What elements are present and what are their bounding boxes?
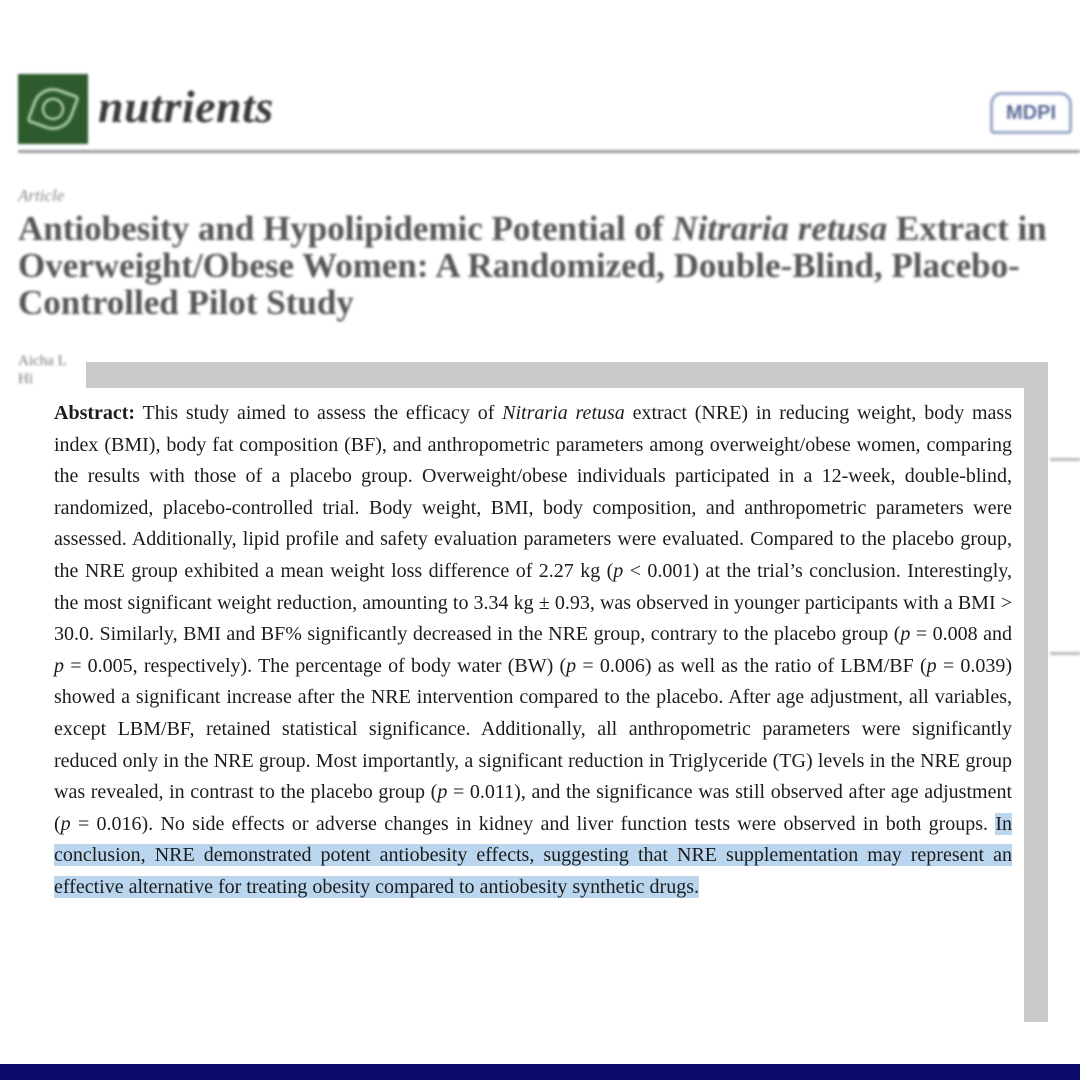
ghost-text-mark	[1050, 458, 1080, 461]
abstract-card	[42, 388, 1024, 1028]
highlighted-conclusion: In conclusion, NRE demonstrated potent antiobesity effects, suggesting that NRE supplementation may represent an effective alternative for treating obesity compared to antiobesity synthetic drugs.	[54, 812, 1012, 898]
abstract-text: Abstract: This study aimed to assess the efficacy of Nitraria retusa extract (NRE) in reducing weight, body mass index (BMI), body fat composition (BF), and anthropometric parameters among overweight/obese women, comparing the results with those of a placebo group. Overweight/obese individuals participated in a 12-week, double-blind, randomized, placebo-controlled trial. Body weight, BMI, body composition, and anthropometric parameters were assessed. Additionally, lipid profile and safety evaluation parameters were evaluated. Compared to the placebo group, the NRE group exhibited a mean weight loss difference of 2.27 kg (p < 0.001) at the trial’s conclusion. Interestingly, the most significant weight reduction, amounting to 3.34 kg ± 0.93, was observed in younger participants with a BMI > 30.0. Similarly, BMI and BF% significantly decreased in the NRE group, contrary to the placebo group (p = 0.008 and p = 0.005, respectively). The percentage of body water (BW) (p = 0.006) as well as the ratio of LBM/BF (p = 0.039) showed a significant increase after the NRE intervention compared to the placebo. After age adjustment, all variables, except LBM/BF, retained statistical significance. Additionally, all anthropometric parameters were significantly reduced only in the NRE group. Most importantly, a significant reduction in Triglyceride (TG) levels in the NRE group was revealed, in contrast to the placebo group (p = 0.011), and the significance was still observed after age adjustment (p = 0.016). No side effects or adverse changes in kidney and liver function tests were observed in both groups. In conclusion, NRE demonstrated potent antiobesity effects, suggesting that NRE supplementation may represent an effective alternative for treating obesity compared to antiobesity synthetic drugs.	[54, 402, 1013, 898]
abstract-label: Abstract:	[54, 402, 136, 424]
article-type-label: Article	[18, 186, 65, 205]
header-rule	[18, 150, 1080, 153]
authors-line: Aicha L Hi	[18, 353, 67, 387]
journal-name: nutrients	[98, 81, 274, 132]
paper-title: Antiobesity and Hypolipidemic Potential of Nitraria retusa Extract in Overweight/Obese Women: A Randomized, Double-Blind, Placebo-Controlled Pilot Study	[18, 209, 1047, 322]
publisher-logo: MDPI	[990, 92, 1072, 134]
journal-logo-icon	[18, 74, 88, 144]
ghost-text-mark	[1050, 652, 1080, 655]
bottom-bar	[0, 1064, 1080, 1080]
